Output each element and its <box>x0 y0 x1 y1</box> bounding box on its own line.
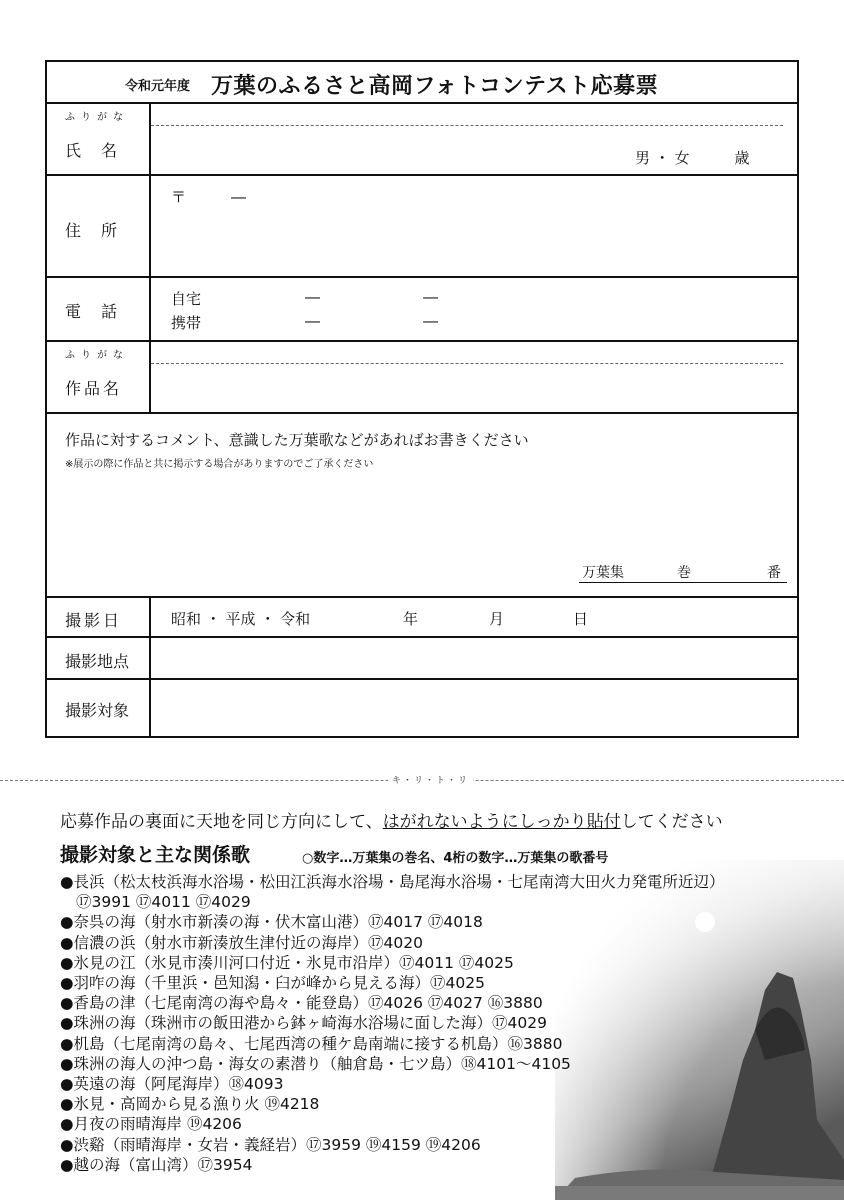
form-title: 万葉のふるさと高岡フォトコンテスト応募票 <box>211 73 659 99</box>
list-item: ●氷見・高岡から見る漁り火 ⑲4218 <box>60 1095 320 1114</box>
section-title: 撮影対象と主な関係歌 <box>60 844 251 866</box>
number-label: 番 <box>767 565 781 581</box>
location-label-cell <box>47 638 151 678</box>
instruction-emphasis: はがれないようにしっかり貼付 <box>382 812 621 832</box>
song-list <box>60 872 725 1175</box>
work-title-label: 作品名 <box>65 379 123 398</box>
volume-label: 巻 <box>677 565 691 581</box>
list-item: ●氷見の江（氷見市湊川河口付近・氷見市沿岸）⑰4011 ⑰4025 <box>60 953 514 972</box>
instruction-prefix: 応募作品の裏面に天地を同じ方向にして、 <box>60 812 383 832</box>
name-row <box>47 104 797 176</box>
name-label: 氏 名 <box>65 141 120 160</box>
date-label-cell <box>47 598 151 636</box>
work-title-furigana-label: ふりがな <box>65 350 129 361</box>
date-row <box>47 598 797 638</box>
mobile-phone-dash-1: ― <box>305 312 320 330</box>
location-label: 撮影地点 <box>65 652 130 671</box>
cut-line-label: キ・リ・ト・リ <box>388 773 473 786</box>
list-item: ●奈呉の海（射水市新湊の海・伏木富山港）⑰4017 ⑰4018 <box>60 913 483 932</box>
address-label: 住 所 <box>65 221 120 240</box>
phone-label-cell <box>47 278 151 340</box>
location-row <box>47 638 797 680</box>
legend-note: ○数字…万葉集の巻名、4桁の数字…万葉集の歌番号 <box>302 851 609 866</box>
list-item: ●珠洲の海（珠洲市の飯田港から鉢ヶ崎海水浴場に面した海）⑰4029 <box>60 1014 547 1033</box>
name-furigana-label: ふりがな <box>65 112 129 123</box>
home-phone-dash-1: ― <box>305 288 320 306</box>
list-item: ●羽咋の海（千里浜・邑知潟・臼が峰から見える海）⑰4025 <box>60 974 485 993</box>
mobile-phone-dash-2: ― <box>423 312 438 330</box>
gender-age-field[interactable]: 男 ・ 女 歳 <box>635 149 750 167</box>
list-item: ●信濃の浜（射水市新湊放生津付近の海岸）⑰4020 <box>60 933 423 952</box>
list-item: ●長浜（松太枝浜海水浴場・松田江浜海水浴場・島尾海水浴場・七尾南湾大田火力発電所近辺） <box>60 873 725 891</box>
month-label: 月 <box>489 610 505 628</box>
list-item: ●香島の津（七尾南湾の海や島々・能登島）⑰4026 ⑰4027 ⑯3880 <box>60 994 543 1013</box>
list-item: ●机島（七尾南湾の島々、七尾西湾の種ケ島南端に接する机島）⑯3880 <box>60 1034 563 1053</box>
subject-label: 撮影対象 <box>65 701 130 720</box>
address-label-cell <box>47 176 151 276</box>
phone-row <box>47 278 797 342</box>
subject-label-cell <box>47 680 151 736</box>
day-label: 日 <box>573 610 589 628</box>
form-title-row <box>47 62 797 104</box>
list-item: ●越の海（富山湾）⑰3954 <box>60 1155 253 1174</box>
list-item: ●渋谿（雨晴海岸・女岩・義経岩）⑰3959 ⑲4159 ⑲4206 <box>60 1135 481 1154</box>
phone-label: 電 話 <box>65 302 120 321</box>
era-options[interactable]: 昭和 ・ 平成 ・ 令和 <box>171 610 311 628</box>
year-label: 年 <box>403 610 419 628</box>
work-title-label-cell <box>47 342 151 412</box>
address-row <box>47 176 797 278</box>
comment-note: ※展示の際に作品と共に掲示する場合がありますのでご了承ください <box>65 459 374 470</box>
furigana-divider <box>151 125 783 126</box>
list-item: ●月夜の雨晴海岸 ⑲4206 <box>60 1115 242 1134</box>
home-phone-dash-2: ― <box>423 288 438 306</box>
furigana-divider <box>151 363 783 364</box>
entry-form <box>45 60 799 738</box>
name-label-cell <box>47 104 151 174</box>
attach-instruction <box>60 807 723 832</box>
list-item: ●珠洲の海人の沖つ島・海女の素潜り（舳倉島・七ツ島）⑱4101～4105 <box>60 1054 571 1073</box>
form-year: 令和元年度 <box>125 79 191 94</box>
subject-row <box>47 680 797 736</box>
date-label: 撮影日 <box>65 611 123 630</box>
comment-row <box>47 414 797 598</box>
mobile-phone-label: 携帯 <box>171 314 202 332</box>
list-item: ⑰3991 ⑰4011 ⑰4029 <box>76 893 251 912</box>
comment-prompt: 作品に対するコメント、意識した万葉歌などがあればお書きください <box>65 431 529 449</box>
work-title-row <box>47 342 797 414</box>
manyoshu-label: 万葉集 <box>582 565 624 581</box>
list-item: ●英遠の海（阿尾海岸）⑱4093 <box>60 1075 284 1094</box>
postal-code-field[interactable]: 〒 ― <box>171 188 247 206</box>
instruction-suffix: してください <box>620 812 723 832</box>
manyoshu-underline <box>579 582 787 583</box>
home-phone-label: 自宅 <box>171 290 202 308</box>
